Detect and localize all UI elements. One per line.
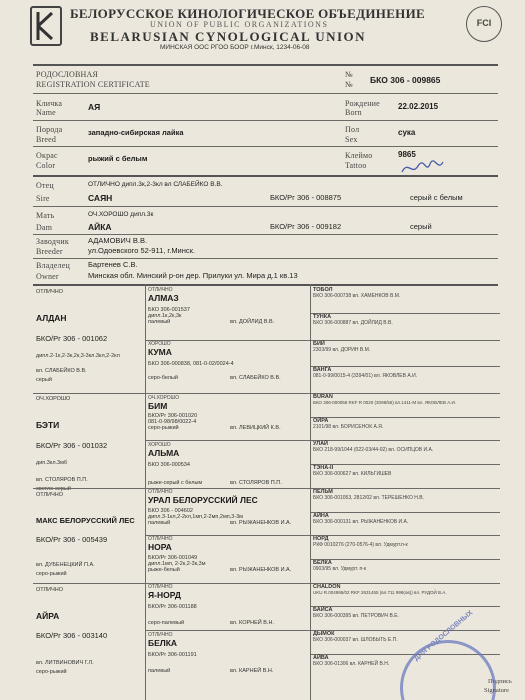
gen3-line: UKU R.004995/02 RKF 2631455 (вл.711 999(ов)) вл. РУДОЙ В.А. — [313, 590, 447, 595]
stamp-text: ДЛЯ РОДОСЛОВНЫХ — [413, 609, 475, 663]
breeder-label-ru: Заводчик — [36, 237, 69, 246]
gen3-name: ОЙРА — [313, 418, 329, 424]
gen1-color: серый — [36, 377, 52, 383]
gen2-color: палевый — [148, 668, 171, 674]
gen2-grade: ХОРОШО — [148, 442, 171, 448]
gen2-name: АЛЬМА — [148, 448, 180, 458]
owner-value: Бартенев С.В. — [88, 260, 138, 269]
gen3-name: ДЫМОК — [313, 631, 335, 637]
gen3-line: 2101/98 вл. БОРИСЕНОК А.Я. — [313, 424, 384, 430]
gen3-entry — [313, 341, 370, 353]
header-subtitle: UNION OF PUBLIC ORGANIZATIONS — [150, 20, 329, 29]
sire-color: серый с белым — [410, 193, 463, 202]
gen2-owner: вл. ДОЙЛИД В.В. — [230, 319, 275, 325]
gen2-reg: БКО/Рг 306-001191 — [148, 652, 197, 658]
gen1-grade: ОЧ.ХОРОШО — [36, 396, 71, 402]
gen3-entry — [313, 560, 366, 572]
gen2-titles: дипл.3-1кл,2-2кл,1мп,2-2мп,2мп,3-3м — [148, 514, 243, 520]
breeder-label-en: Breeder — [36, 247, 63, 256]
gen1-entry — [36, 492, 142, 577]
gen2-color: серо-палевый — [148, 620, 185, 626]
gen2-reg: БКО 306-001537 — [148, 307, 190, 313]
header-title-ru: БЕЛОРУССКОЕ КИНОЛОГИЧЕСКОЕ ОБЪЕДИНЕНИЕ — [70, 6, 425, 21]
gen1-reg: БКО/Рг 306 - 001062 — [36, 334, 108, 343]
gen1-grade: ОТЛИЧНО — [36, 587, 63, 593]
gen2-owner: вл. СТОЛЯРОВ П.П. — [230, 480, 282, 486]
header-address: МИНСКАЯ ООС РГОО БООР г.Минск, 1234-06-08 — [160, 44, 310, 51]
gen1-reg: БКО/Рг 306 - 001032 — [36, 441, 108, 450]
gen1-grade: ОТЛИЧНО — [36, 492, 63, 498]
gen2-reg: БКО/Рг 306-001020 — [148, 413, 198, 419]
gen1-name: АЛДАН — [36, 313, 67, 323]
gen2-titles: дипл.1мп, 2-2к,2-3к,3м — [148, 561, 206, 567]
gen1-entry — [36, 396, 142, 492]
owner-label-ru: Владелец — [36, 261, 70, 270]
gen3-entry — [313, 513, 408, 525]
cert-title-ru: РОДОСЛОВНАЯ — [36, 70, 99, 79]
gen3-name: БИЙ — [313, 341, 325, 347]
dam-reg: БКО/Рг 306 - 009182 — [270, 222, 342, 231]
gen2-entry — [148, 442, 308, 488]
gen2-color: рыже-белый — [148, 567, 180, 573]
gen1-color: светло-серый — [36, 486, 71, 492]
dam-titles: ОЧ.ХОРОШО дипл.3к — [88, 211, 154, 218]
gen2-titles: дипл.1к,2к,3к — [148, 313, 182, 319]
color-value: рыжий с белым — [88, 154, 148, 163]
owner-address: Минская обл. Минский р-он дер. Прилуки ул. Мира д.1 кв.13 — [88, 271, 298, 280]
gen3-line: БКО 306-001053, 2812/02 вл. ТЕРЕШЕНКО Н.В. — [313, 495, 425, 501]
cert-no-label: № — [345, 70, 353, 79]
gen2-entry — [148, 584, 308, 628]
gen3-line: БКО 306-000037 вл. ШЛОБЫТЬ Е.П. — [313, 637, 398, 643]
tattoo-label-en: Tattoo — [345, 161, 367, 170]
gen3-entry — [313, 314, 393, 326]
gen3-name: ПЕЛЬМ — [313, 489, 333, 495]
dam-label-ru: Мать — [36, 211, 55, 220]
gen3-entry — [313, 536, 408, 548]
gen1-name: АЙРА — [36, 611, 60, 621]
gen3-name: УЛАЙ — [313, 441, 328, 447]
owner-label-en: Owner — [36, 272, 59, 281]
gen3-name: АЙНА — [313, 513, 329, 519]
gen2-reg: БКО/Рг 306-001049 — [148, 555, 198, 561]
gen3-name: ВАНГА — [313, 367, 332, 373]
name-label-ru: Кличка — [36, 99, 63, 108]
sire-reg: БКО/Рг 306 - 008875 — [270, 193, 342, 202]
gen2-grade: ОТЛИЧНО — [148, 632, 173, 638]
gen2-entry — [148, 287, 308, 327]
gen3-line: БКО 306-000395 вл. ПЕТРОВИЧ В.Е. — [313, 613, 399, 619]
gen2-name: КУМА — [148, 347, 172, 357]
fci-logo — [466, 6, 502, 42]
gen2-grade: ОТЛИЧНО — [148, 489, 173, 495]
breed-label-en: Breed — [36, 135, 57, 144]
gen3-name: ТУНКА — [313, 314, 332, 320]
gen2-entry — [148, 536, 308, 575]
gen3-entry — [313, 441, 433, 453]
gen3-line: БКО 306-000627 вл. КИЛЬГИШЕВ — [313, 471, 392, 477]
gen2-grade: ОТЛИЧНО — [148, 536, 173, 542]
gen3-entry — [313, 489, 424, 501]
born-label-ru: Рождение — [345, 99, 380, 108]
gen3-entry — [313, 367, 417, 379]
gen3-entry — [313, 465, 391, 477]
gen2-owner: вл. СЛАБЕЙКО В.В. — [230, 375, 281, 381]
gen1-titles: дипл.2-1к,2-3к,2к,3-3кл.3кл,2-2кл — [36, 353, 120, 359]
gen1-entry — [36, 289, 142, 383]
header-title-en: BELARUSIAN CYNOLOGICAL UNION — [90, 29, 367, 44]
gen3-entry — [313, 394, 456, 405]
gen2-name: УРАЛ БЕЛОРУССКИЙ ЛЕС — [148, 495, 258, 505]
gen3-line: 2303/99 вл. ДОРИН В.М. — [313, 347, 371, 353]
gen2-color: палевый — [148, 520, 171, 526]
gen2-name: БЕЛКА — [148, 638, 178, 648]
gen3-name: АЙВА — [313, 655, 329, 661]
sex-label-ru: Пол — [345, 125, 360, 134]
gen1-grade: ОТЛИЧНО — [36, 289, 63, 295]
gen2-owner: вл. КОРНЕЙ В.Н. — [230, 620, 274, 626]
sire-label-ru: Отец — [36, 181, 54, 190]
gen1-color: серо-рыжий — [36, 669, 67, 675]
color-label-en: Color — [36, 161, 56, 170]
gen2-reg: БКО/Рг 306-001188 — [148, 604, 197, 610]
gen2-reg: БКО 306-000838, 081-0-02/0024-4 — [148, 361, 234, 367]
sex-value: сука — [398, 128, 416, 137]
dam-label-en: Dam — [36, 223, 53, 232]
sire-name: САЯН — [88, 193, 113, 203]
gen1-reg: БКО/Рг 306 - 005439 — [36, 535, 108, 544]
born-value: 22.02.2015 — [398, 102, 439, 111]
name-value: АЯ — [88, 102, 101, 112]
gen3-entry — [313, 287, 400, 299]
gen2-owner: вл. ЛЕВИЦКИЙ К.В. — [230, 425, 281, 431]
name-label-en: Name — [36, 108, 56, 117]
breeder-address: ул.Одоевского 52-911, г.Минск. — [88, 246, 196, 255]
tattoo-label-ru: Клеймо — [345, 151, 373, 160]
gen3-name: ТОБОЛ — [313, 287, 333, 293]
gen2-color: серо-рыжий — [148, 425, 179, 431]
gen2-entry — [148, 341, 308, 383]
dam-name: АЙКА — [88, 222, 112, 232]
breed-value: западно-сибирская лайка — [88, 128, 184, 137]
gen1-owner: вл. ДУБЕНЕЦКИЙ П.А. — [36, 562, 95, 568]
gen2-color: палевый — [148, 319, 171, 325]
gen2-grade: ОТЛИЧНО — [148, 287, 173, 293]
gen1-owner: вл. СТОЛЯРОВ П.П. — [36, 477, 88, 483]
sex-label-en: Sex — [345, 135, 358, 144]
gen1-name: МАКС БЕЛОРУССКИЙ ЛЕС — [36, 516, 135, 525]
gen3-name: CHALDON — [313, 584, 341, 590]
cert-no-label-2: № — [345, 80, 353, 89]
gen2-reg: БКО 306 - 004602 — [148, 508, 193, 514]
gen2-name: АЛМАЗ — [148, 293, 179, 303]
gen3-name: BURAN — [313, 394, 333, 400]
gen3-line: БКО 306-000887 вл. ДОЙЛИД В.В. — [313, 320, 393, 326]
bkc-logo — [30, 6, 62, 46]
gen2-name: Я-НОРД — [148, 590, 181, 600]
born-label-en: Born — [345, 108, 362, 117]
gen2-grade: ОЧ.ХОРОШО — [148, 395, 180, 401]
official-stamp — [400, 609, 496, 700]
gen1-titles: дип.3кл.3мб — [36, 460, 67, 466]
gen2-color: серо-белый — [148, 375, 178, 381]
gen1-owner: вл. СЛАБЕЙКО В.В. — [36, 368, 87, 374]
fci-label: FCI — [476, 18, 492, 28]
sire-label-en: Sire — [36, 194, 50, 203]
color-label-ru: Окрас — [36, 151, 58, 160]
gen2-name: НОРА — [148, 542, 172, 552]
gen2-color: рыже-серый с белым — [148, 480, 203, 486]
gen3-line: БКО 306-000058 RKF R 0020 (3098/56) вл.1411-М вл. ЯКОВЛЕВ А.И. — [313, 400, 457, 405]
gen3-entry — [313, 655, 389, 667]
gen3-name: НОРД — [313, 536, 329, 542]
gen2-titles: 081-0-98/98/0022-4 — [148, 419, 197, 425]
tattoo-value: 9865 — [398, 150, 416, 159]
gen3-line: БКО 306-01306 вл. КАРНЕЙ В.Н. — [313, 661, 390, 667]
gen3-line: БКО 306-000131 вл. РЫЖАНЕНКОВ И.А. — [313, 519, 409, 525]
breeder-value: АДАМОВИЧ В.В. — [88, 236, 148, 245]
gen2-owner: вл. РЫЖАНЕНКОВ И.А. — [230, 567, 292, 573]
gen2-grade: ОТЛИЧНО — [148, 584, 173, 590]
gen1-color: серо-рыжий — [36, 571, 67, 577]
gen2-entry — [148, 489, 308, 528]
sire-titles: ОТЛИЧНО дипл.3к,2-3кл вл СЛАБЕЙКО В.В. — [88, 181, 223, 188]
gen2-entry — [148, 395, 308, 433]
gen3-line: БКО 218-99/1044 (022-03/44-02) вл. ОСИПЦОВ И.А. — [313, 447, 434, 453]
gen3-line: БКО 306-000738 вл. ХАМЕНКОВ В.М. — [313, 293, 401, 299]
gen1-entry — [36, 587, 142, 675]
gen3-entry — [313, 631, 398, 643]
gen3-entry — [313, 418, 383, 430]
gen2-name: БИМ — [148, 401, 168, 411]
gen3-line: 081-0-99/0015-4 (3394/01) вл. ЯКОВЛЕВ А.И. — [313, 373, 418, 379]
gen2-grade: ХОРОШО — [148, 341, 171, 347]
gen1-name: БЭТИ — [36, 420, 60, 430]
gen3-entry — [313, 584, 447, 595]
gen3-name: БАЙСА — [313, 607, 333, 613]
cert-title-en: REGISTRATION CERTIFICATE — [36, 80, 150, 89]
gen2-entry — [148, 632, 308, 676]
gen3-line: РКФ 0010276 (270-0576-4) вл. Удмурт.п-к — [313, 542, 408, 548]
signature-label-ru: Подпись — [488, 678, 512, 685]
gen3-entry — [313, 607, 399, 619]
breed-label-ru: Порода — [36, 125, 63, 134]
signature-label-en: Signature — [484, 687, 509, 694]
gen3-line: 0903/95 вл. Удмурт. п-к — [313, 566, 367, 572]
gen1-owner: вл. ЛИТВИНОВИЧ Г.Л. — [36, 660, 94, 666]
gen2-owner: вл. РЫЖАНЕНКОВ И.А. — [230, 520, 292, 526]
gen2-reg: БКО 306-000534 — [148, 462, 190, 468]
gen1-reg: БКО/Рг 306 - 003140 — [36, 631, 108, 640]
gen2-owner: вл. КАРНЕЙ В.Н. — [230, 668, 274, 674]
dam-color: серый — [410, 222, 432, 231]
cert-number: БКО 306 - 009865 — [370, 75, 441, 85]
gen3-name: ТЭНА-II — [313, 465, 334, 471]
gen3-name: БЕЛКА — [313, 560, 332, 566]
